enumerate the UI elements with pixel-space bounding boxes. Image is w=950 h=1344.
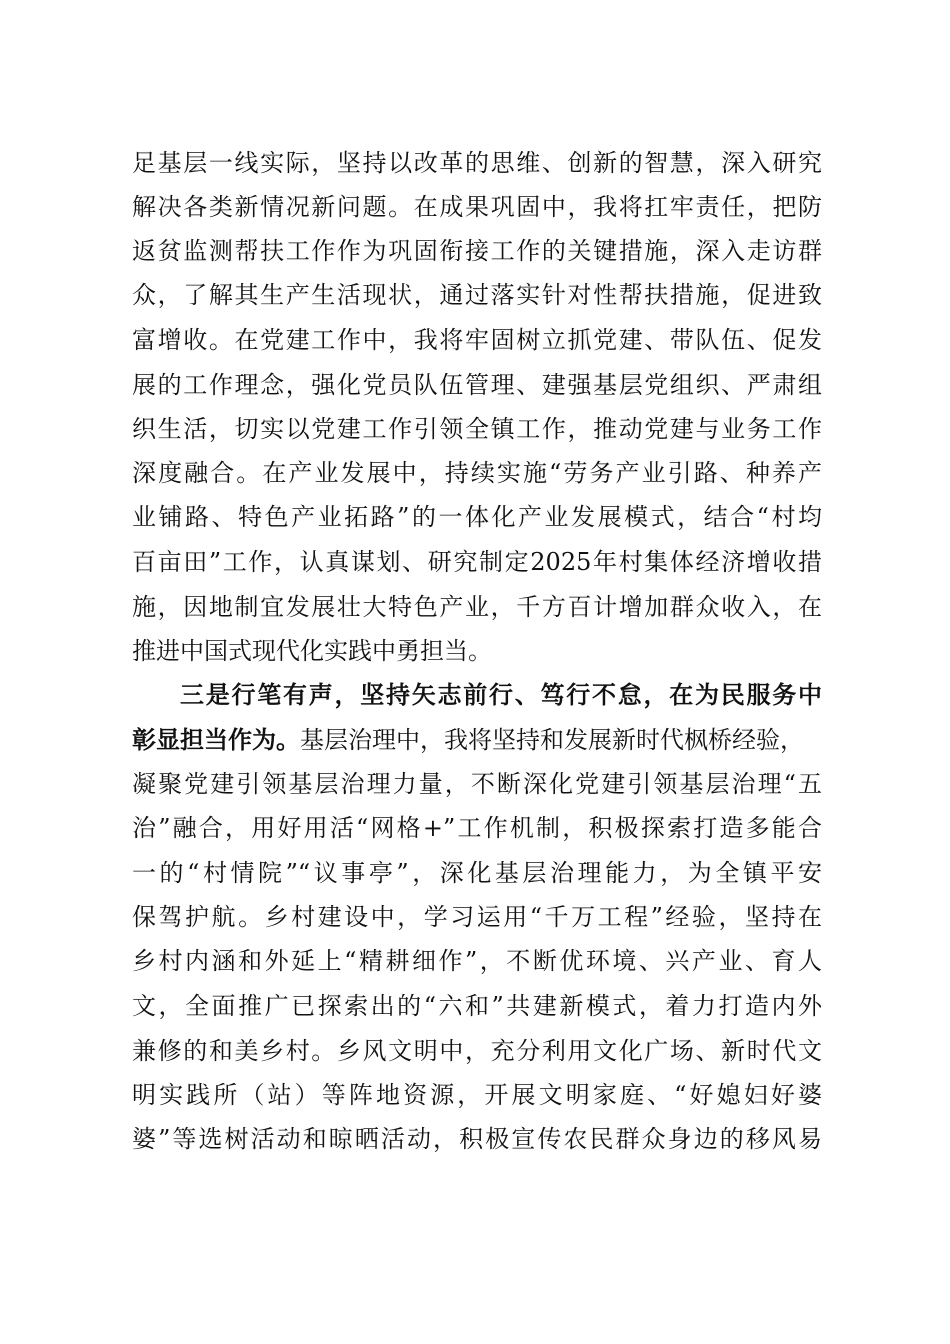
text-line-19: 乡村内涵和外延上“精耕细作”，不断优环境、兴产业、育人 [132, 947, 822, 975]
text-line-3: 返贫监测帮扶工作作为巩固衔接工作的关键措施，深入走访群 [132, 237, 822, 265]
text-line-20: 文，全面推广已探索出的“六和”共建新模式，着力打造内外 [132, 992, 822, 1020]
section-heading-line-1: 三是行笔有声，坚持矢志前行、笃行不怠，在为民服务中 [180, 680, 822, 709]
text-line-8: 深度融合。在产业发展中，持续实施“劳务产业引路、种养产 [132, 459, 822, 487]
text-line-2: 解决各类新情况新问题。在成果巩固中，我将扛牢责任，把防 [132, 193, 822, 221]
text-line-14 [132, 720, 822, 760]
text-line-1: 足基层一线实际，坚持以改革的思维、创新的智慧，深入研究 [132, 149, 822, 177]
text-line-6: 展的工作理念，强化党员队伍管理、建强基层党组织、严肃组 [132, 371, 822, 399]
text-line-10: 百亩田”工作，认真谋划、研究制定2025年村集体经济增收措 [132, 548, 822, 576]
text-line-14-body: 基层治理中，我将坚持和发展新时代枫桥经验， [300, 726, 804, 754]
text-line-16: 治”融合，用好用活“网格+”工作机制，积极探索打造多能合 [132, 814, 822, 842]
text-line-4: 众，了解其生产生活现状，通过落实针对性帮扶措施，促进致 [132, 281, 822, 309]
text-line-11: 施，因地制宜发展壮大特色产业，千方百计增加群众收入，在 [132, 593, 822, 621]
text-line-18: 保驾护航。乡村建设中，学习运用“千万工程”经验，坚持在 [132, 903, 822, 931]
text-line-5: 富增收。在党建工作中，我将牢固树立抓党建、带队伍、促发 [132, 326, 822, 354]
text-line-9: 业铺路、特色产业拓路”的一体化产业发展模式，结合“村均 [132, 503, 822, 531]
text-line-17: 一的“村情院”“议事亭”，深化基层治理能力，为全镇平安 [132, 859, 822, 887]
text-line-7: 织生活，切实以党建工作引领全镇工作，推动党建与业务工作 [132, 415, 822, 443]
text-line-21: 兼修的和美乡村。乡风文明中，充分利用文化广场、新时代文 [132, 1037, 822, 1065]
text-line-22: 明实践所（站）等阵地资源，开展文明家庭、“好媳妇好婆 [132, 1081, 822, 1109]
section-heading-line-2: 彰显担当作为。 [132, 725, 300, 754]
text-line-23: 婆”等选树活动和晾晒活动，积极宣传农民群众身边的移风易 [132, 1125, 822, 1153]
text-line-12: 推进中国式现代化实践中勇担当。 [132, 637, 492, 665]
text-line-15: 凝聚党建引领基层治理力量，不断深化党建引领基层治理“五 [132, 770, 822, 798]
